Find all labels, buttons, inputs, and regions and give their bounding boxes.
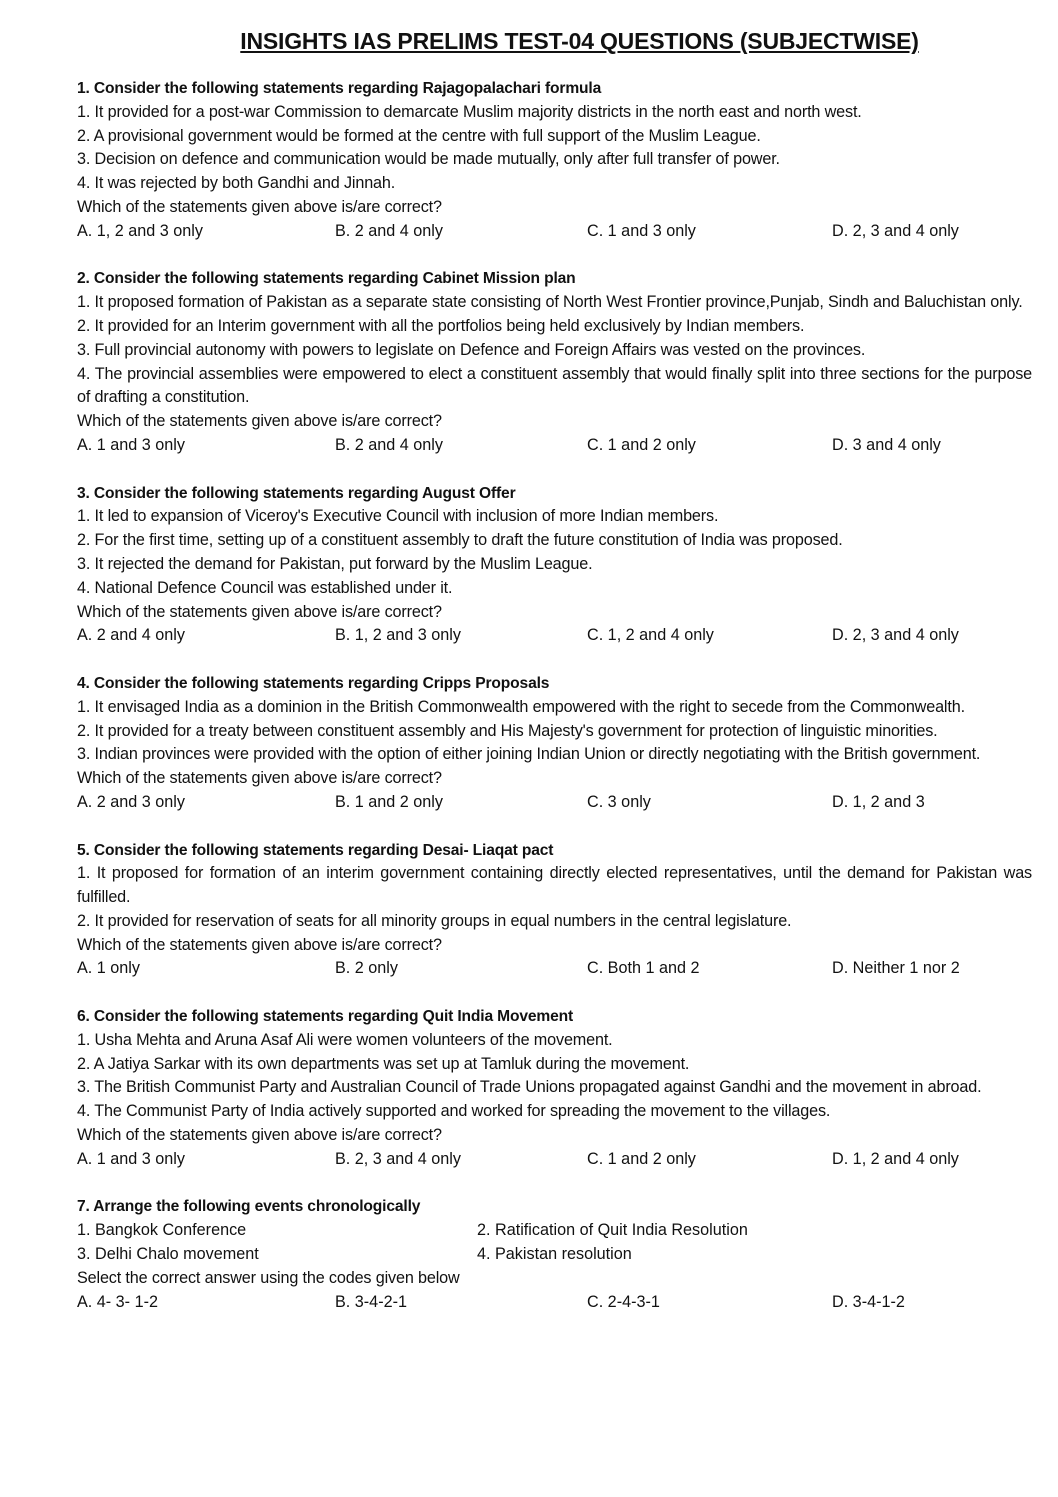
question-heading: 2. Consider the following statements regarding Cabinet Mission plan — [77, 270, 576, 288]
statement: 4. The provincial assemblies were empowered to elect a constituent assembly that would finally split into three sections for the purpose of drafting a constitution. — [77, 364, 1032, 407]
statement: 1. It led to expansion of Viceroy's Executive Council with inclusion of more Indian members. — [77, 507, 719, 526]
question-prompt: Which of the statements given above is/are correct? — [77, 602, 442, 621]
statement: 3. Decision on defence and communication would be made mutually, only after full transfer of power. — [77, 150, 780, 169]
statement: 3. The British Communist Party and Australian Council of Trade Unions propagated against Gandhi and the movement in abroad. — [77, 1078, 982, 1097]
answer-option: D. 3-4-1-2 — [832, 1292, 905, 1311]
statement: 4. The Communist Party of India actively supported and worked for spreading the movement to the villages. — [77, 1102, 831, 1121]
statement: 3. It rejected the demand for Pakistan, put forward by the Muslim League. — [77, 554, 593, 573]
event-row — [77, 1219, 1032, 1243]
question-prompt: Which of the statements given above is/are correct? — [77, 1126, 442, 1145]
answer-option: D. 2, 3 and 4 only — [832, 221, 959, 240]
question-prompt: Select the correct answer using the codes given below — [77, 1268, 460, 1287]
answer-option: B. 1, 2 and 3 only — [335, 626, 461, 645]
answer-option: A. 2 and 3 only — [77, 792, 185, 811]
question-list — [77, 77, 1032, 1314]
statement: 2. A Jatiya Sarkar with its own departments was set up at Tamluk during the movement. — [77, 1054, 690, 1073]
event-item: 1. Bangkok Conference — [77, 1221, 247, 1240]
answer-option: B. 1 and 2 only — [335, 792, 443, 811]
statement: 2. For the first time, setting up of a constituent assembly to draft the future constitution of India was proposed. — [77, 531, 843, 550]
question-heading: 5. Consider the following statements regarding Desai- Liaqat pact — [77, 841, 554, 859]
question-prompt: Which of the statements given above is/are correct? — [77, 197, 442, 216]
question-heading: 1. Consider the following statements regarding Rajagopalachari formula — [77, 80, 602, 97]
answer-option: C. 1 and 3 only — [587, 221, 696, 240]
answer-options — [77, 434, 1032, 458]
question-block — [77, 267, 1032, 457]
answer-option: A. 2 and 4 only — [77, 626, 185, 645]
answer-option: D. 3 and 4 only — [832, 435, 941, 454]
question-prompt: Which of the statements given above is/are correct? — [77, 412, 442, 431]
statement: 2. A provisional government would be formed at the centre with full support of the Muslim League. — [77, 126, 761, 145]
answer-option: A. 1 and 3 only — [77, 435, 185, 454]
answer-option: C. 1 and 2 only — [587, 1149, 696, 1168]
statement: 2. It provided for a treaty between constituent assembly and His Majesty's government for protection of linguistic minorities. — [77, 721, 938, 740]
answer-option: A. 1, 2 and 3 only — [77, 221, 203, 240]
answer-option: C. 1, 2 and 4 only — [587, 626, 714, 645]
question-block — [77, 77, 1032, 244]
question-block — [77, 839, 1032, 982]
answer-option: B. 2, 3 and 4 only — [335, 1149, 461, 1168]
answer-option: D. 2, 3 and 4 only — [832, 626, 959, 645]
answer-option: C. 3 only — [587, 792, 651, 811]
statement: 1. It envisaged India as a dominion in the British Commonwealth empowered with the right to secede from the Commonwealth. — [77, 697, 965, 716]
event-item: 2. Ratification of Quit India Resolution — [477, 1221, 748, 1240]
answer-option: D. 1, 2 and 4 only — [832, 1149, 959, 1168]
answer-option: A. 4- 3- 1-2 — [77, 1292, 158, 1311]
statement: 1. It provided for a post-war Commission to demarcate Muslim majority districts in the north east and north west. — [77, 102, 862, 121]
statement: 1. It proposed formation of Pakistan as a separate state consisting of North West Frontier province,Punjab, Sindh and Baluchistan only. — [77, 293, 1023, 312]
answer-options — [77, 1291, 1032, 1315]
answer-option: C. 2-4-3-1 — [587, 1292, 660, 1311]
answer-option: D. 1, 2 and 3 — [832, 792, 925, 811]
statement: 1. Usha Mehta and Aruna Asaf Ali were women volunteers of the movement. — [77, 1030, 613, 1049]
statement: 4. National Defence Council was established under it. — [77, 578, 453, 597]
question-block — [77, 1195, 1032, 1314]
answer-option: B. 2 and 4 only — [335, 435, 443, 454]
statement: 3. Full provincial autonomy with powers to legislate on Defence and Foreign Affairs was vested on the provinces. — [77, 340, 866, 359]
answer-option: D. Neither 1 nor 2 — [832, 959, 960, 978]
answer-option: B. 2 and 4 only — [335, 221, 443, 240]
answer-option: A. 1 only — [77, 959, 140, 978]
document-title: INSIGHTS IAS PRELIMS TEST-04 QUESTIONS (SUBJECTWISE) — [240, 28, 919, 54]
answer-option: B. 2 only — [335, 959, 398, 978]
question-heading: 7. Arrange the following events chronologically — [77, 1198, 421, 1216]
answer-options — [77, 957, 1032, 981]
answer-options — [77, 1148, 1032, 1172]
answer-option: C. 1 and 2 only — [587, 435, 696, 454]
question-prompt: Which of the statements given above is/are correct? — [77, 769, 442, 788]
question-block — [77, 672, 1032, 815]
statement: 4. It was rejected by both Gandhi and Jinnah. — [77, 174, 396, 193]
answer-options — [77, 791, 1032, 815]
question-block — [77, 1005, 1032, 1172]
question-block — [77, 482, 1032, 649]
statement: 1. It proposed for formation of an interim government containing directly elected representatives, until the demand for Pakistan was fulfilled. — [77, 864, 1032, 907]
event-item: 4. Pakistan resolution — [477, 1245, 632, 1264]
statement: 2. It provided for an Interim government with all the portfolios being held exclusively by Indian members. — [77, 316, 805, 335]
question-heading: 6. Consider the following statements regarding Quit India Movement — [77, 1008, 574, 1026]
question-prompt: Which of the statements given above is/are correct? — [77, 935, 442, 954]
answer-options — [77, 624, 1032, 648]
event-item: 3. Delhi Chalo movement — [77, 1245, 259, 1264]
statement: 3. Indian provinces were provided with the option of either joining Indian Union or directly negotiating with the British government. — [77, 745, 981, 764]
statement: 2. It provided for reservation of seats for all minority groups in equal numbers in the central legislature. — [77, 911, 792, 930]
event-row — [77, 1243, 1032, 1267]
answer-option: A. 1 and 3 only — [77, 1149, 185, 1168]
answer-option: C. Both 1 and 2 — [587, 959, 700, 978]
answer-option: B. 3-4-2-1 — [335, 1292, 407, 1311]
question-heading: 3. Consider the following statements regarding August Offer — [77, 484, 516, 502]
answer-options — [77, 220, 1032, 244]
question-heading: 4. Consider the following statements regarding Cripps Proposals — [77, 674, 550, 692]
